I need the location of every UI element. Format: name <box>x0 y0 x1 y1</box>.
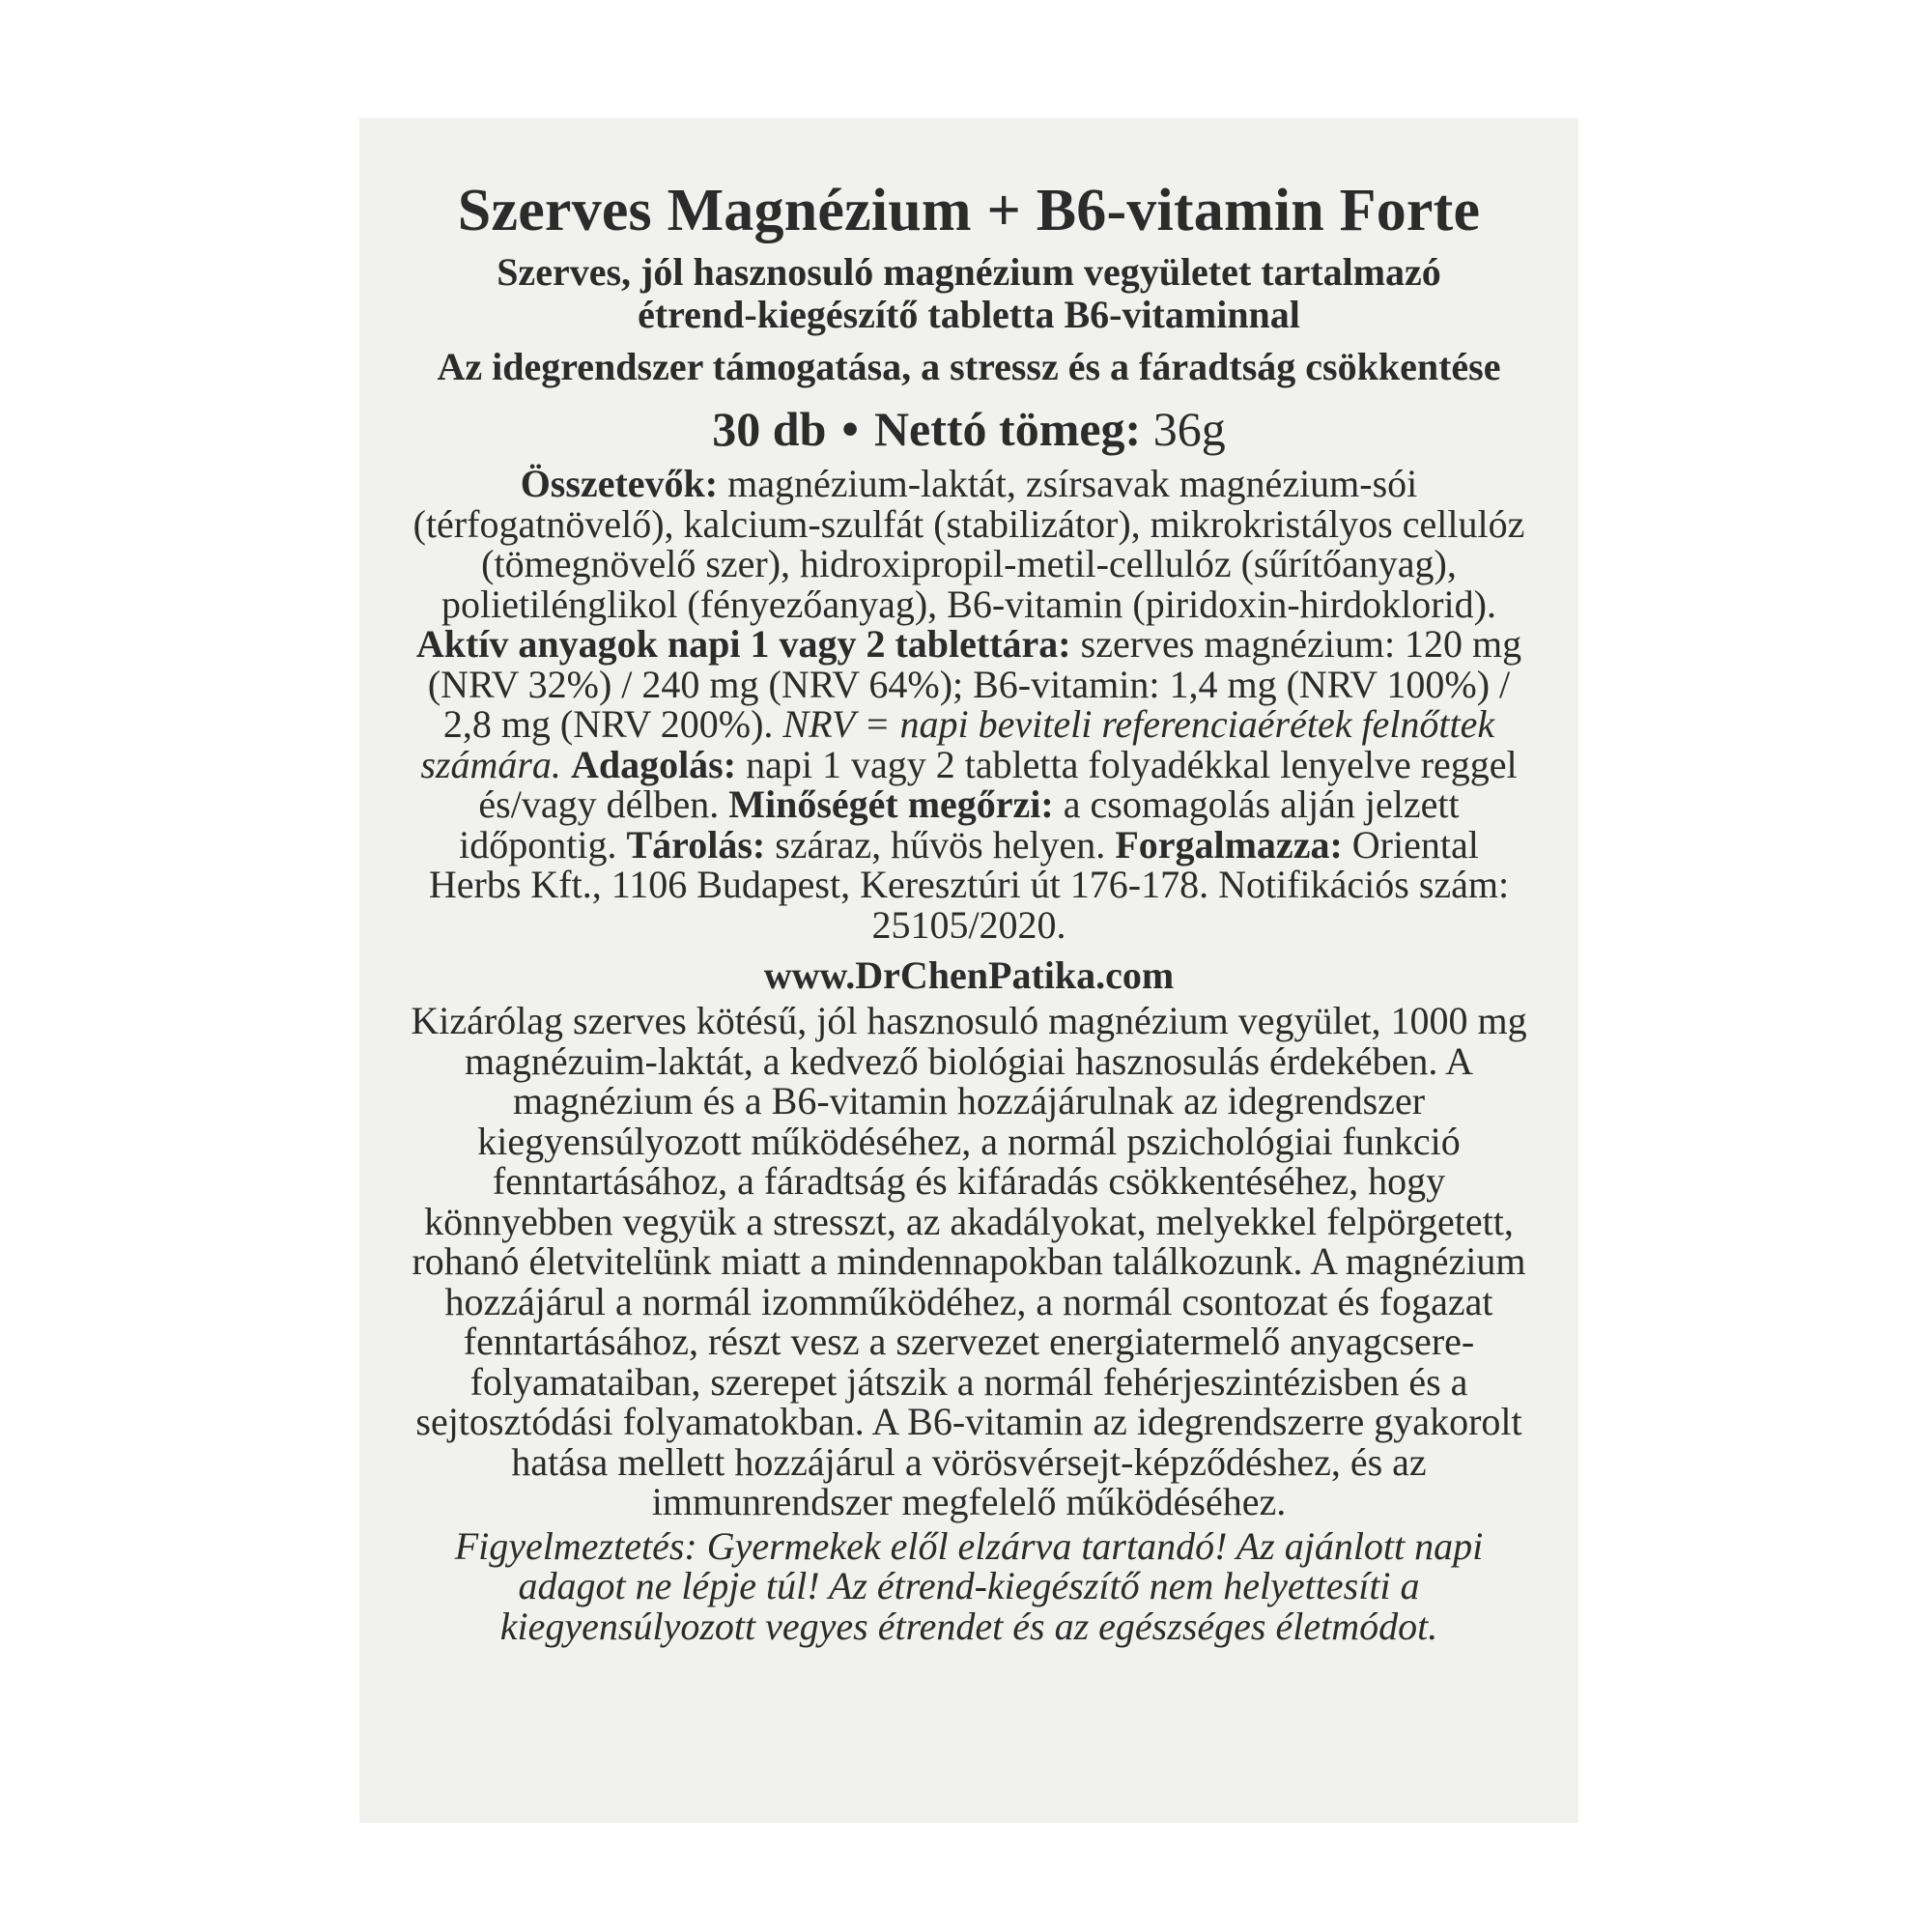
product-title: Szerves Magnézium + B6-vitamin Forte <box>457 178 1481 243</box>
subtitle-line: étrend-kiegészítő tabletta B6-vitaminnal <box>638 293 1300 336</box>
description-paragraph: Kizárólag szerves kötésű, jól hasznosuló magnézium vegyület, 1000 mg magnézuim-laktát, a kedvező biológiai hasznosulás érdekében. A magnézium és a B6-vitamin hozzájárulnak az idegrendszer kiegyensúlyozott működéséhez, a normál pszichológiai funkció fenntartásához, a fáradtság és kifáradás csökkentéséhez, hogy könnyebben vegyük a stresszt, az akadályokat, melyekkel felpörgetett, rohanó életvitelünk miatt a mindennapokban találkozunk. A magnézium hozzájárul a normál izomműködéhez, a normál csontozat és fogazat fenntartásához, részt vesz a szervezet energiatermelő anyagcsere-folyamataiban, szerepet játszik a normál fehérjeszintézisben és a sejtosztódási folyamatokban. A B6-vitamin az idegrendszerre gyakorolt hatása mellett hozzájárul a vörösvérsejt-képződéshez, és az immunrendszer megfelelő működéséhez. <box>411 999 1527 1523</box>
product-label-card <box>359 118 1578 1823</box>
nrv-note: NRV = napi beviteli referenciaérétek felnőttek számára. <box>420 702 1495 786</box>
net-weight-value: 36g <box>1152 402 1226 456</box>
ingredients-paragraph <box>410 464 1528 945</box>
product-claim: Az idegrendszer támogatása, a stressz és a fáradtság csökkentése <box>437 345 1501 388</box>
storage-label: Tárolás: <box>626 822 766 867</box>
website-link[interactable]: www.DrChenPatika.com <box>763 953 1175 997</box>
piece-count: 30 db <box>712 402 827 456</box>
ingredients-text: magnézium-laktát, zsírsavak magnézium-sói (térfogatnövelő), kalcium-szulfát (stabilizátor), mikrokristályos cellulóz (tömegnövelő szer), hidroxipropil-metil-cellulóz (sűrítőanyag), polietilénglikol (fényezőanyag), B6-vitamin (piridoxin-hirdoklorid). <box>412 462 1525 626</box>
active-ingredients-text: szerves magnézium: 120 mg (NRV 32%) / 240 mg (NRV 64%); B6-vitamin: 1,4 mg (NRV 100%) / 2,8 mg (NRV 200%). <box>427 622 1522 746</box>
subtitle-line: Szerves, jól hasznosuló magnézium vegyületet tartalmazó <box>497 250 1441 294</box>
ingredients-label: Összetevők: <box>520 462 719 505</box>
active-ingredients-label: Aktív anyagok napi 1 vagy 2 tablettára: <box>415 622 1071 666</box>
distributor-text: Oriental Herbs Kft., 1106 Budapest, Keresztúri út 176-178. Notifikációs szám: 25105/2020. <box>428 822 1510 947</box>
warning-text: Figyelmeztetés: Gyermekek elől elzárva tartandó! Az ajánlott napi adagot ne lépje túl! Az étrend-kiegészítő nem helyettesíti a kiegyensúlyozott vegyes étrendet és az egészséges életmódot. <box>454 1523 1484 1648</box>
net-weight-label: Nettó tömeg: <box>873 402 1142 456</box>
dosage-text: napi 1 vagy 2 tabletta folyadékkal lenyelve reggel és/vagy délben. <box>478 742 1518 826</box>
bullet-separator: • <box>841 402 859 456</box>
dosage-label: Adagolás: <box>570 742 737 786</box>
best-before-text: a csomagolás alján jelzett időpontig. <box>459 782 1460 867</box>
distributor-label: Forgalmazza: <box>1115 822 1343 867</box>
storage-text: száraz, hűvös helyen. <box>775 822 1106 867</box>
quantity-line <box>410 400 1528 458</box>
best-before-label: Minőségét megőrzi: <box>728 782 1054 826</box>
product-subtitle <box>410 251 1528 336</box>
